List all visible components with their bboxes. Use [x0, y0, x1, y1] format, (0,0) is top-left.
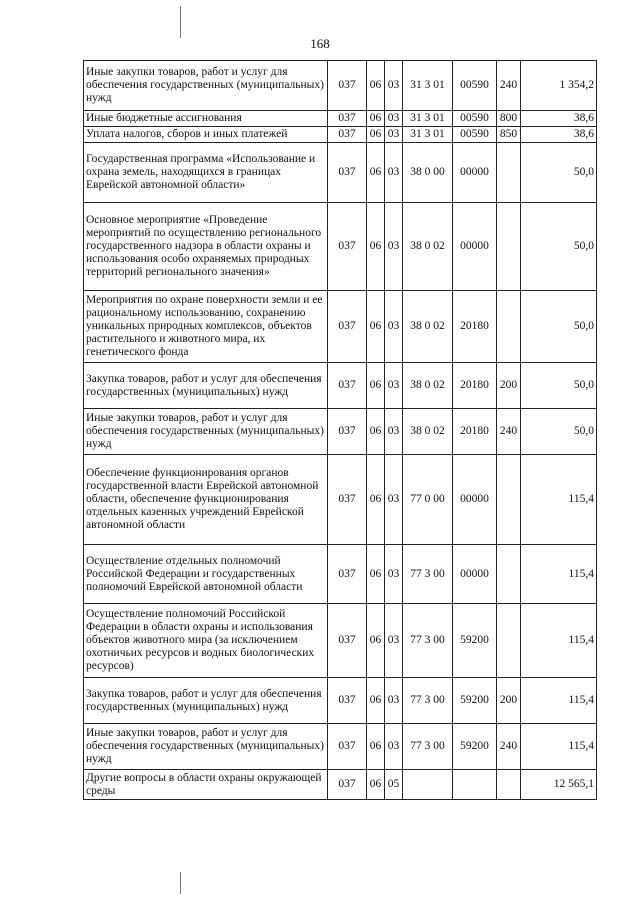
row-name: Иные закупки товаров, работ и услуг для обеспечения государственных (муниципальных) нужд — [84, 724, 328, 770]
section-code: 06 — [367, 455, 385, 545]
table-row — [84, 127, 597, 143]
row-name: Государственная программа «Использование и охрана земель, находящихся в границах Еврейской автономной области» — [84, 143, 328, 203]
section-code: 06 — [367, 291, 385, 363]
expense-type-code: 200 — [497, 363, 521, 409]
amount: 50,0 — [521, 363, 597, 409]
direction-code: 20180 — [453, 363, 497, 409]
section-code: 06 — [367, 604, 385, 678]
direction-code: 20180 — [453, 291, 497, 363]
ministry-code: 037 — [328, 111, 367, 127]
amount: 38,6 — [521, 111, 597, 127]
section-code: 06 — [367, 203, 385, 291]
subsection-code: 03 — [385, 455, 403, 545]
direction-code: 00000 — [453, 455, 497, 545]
subsection-code: 03 — [385, 604, 403, 678]
subsection-code: 03 — [385, 111, 403, 127]
ministry-code: 037 — [328, 363, 367, 409]
amount: 38,6 — [521, 127, 597, 143]
expense-type-code: 200 — [497, 678, 521, 724]
ministry-code: 037 — [328, 604, 367, 678]
subsection-code: 03 — [385, 409, 403, 455]
table-row — [84, 203, 597, 291]
subsection-code: 03 — [385, 127, 403, 143]
program-code: 77 3 00 — [403, 604, 453, 678]
expense-type-code: 800 — [497, 111, 521, 127]
amount: 115,4 — [521, 455, 597, 545]
ministry-code: 037 — [328, 545, 367, 604]
expense-type-code — [497, 545, 521, 604]
amount: 1 354,2 — [521, 61, 597, 111]
expense-type-code — [497, 604, 521, 678]
section-code: 06 — [367, 545, 385, 604]
expense-type-code: 240 — [497, 61, 521, 111]
program-code: 77 3 00 — [403, 545, 453, 604]
page-number: 168 — [310, 36, 330, 51]
subsection-code: 03 — [385, 143, 403, 203]
row-name: Закупка товаров, работ и услуг для обеспечения государственных (муниципальных) нужд — [84, 363, 328, 409]
expense-type-code — [497, 203, 521, 291]
program-code: 31 3 01 — [403, 111, 453, 127]
section-code: 06 — [367, 770, 385, 800]
table-row — [84, 770, 597, 800]
direction-code: 59200 — [453, 604, 497, 678]
amount: 115,4 — [521, 678, 597, 724]
row-name: Осуществление отдельных полномочий Российской Федерации и государственных полномочий Еврейской автономной области — [84, 545, 328, 604]
expense-type-code — [497, 770, 521, 800]
table-row — [84, 363, 597, 409]
section-code: 06 — [367, 143, 385, 203]
direction-code: 20180 — [453, 409, 497, 455]
direction-code: 59200 — [453, 678, 497, 724]
ministry-code: 037 — [328, 724, 367, 770]
ministry-code: 037 — [328, 455, 367, 545]
expense-type-code: 850 — [497, 127, 521, 143]
row-name: Другие вопросы в области охраны окружающей среды — [84, 770, 328, 800]
expense-type-code: 240 — [497, 724, 521, 770]
ministry-code: 037 — [328, 291, 367, 363]
amount: 50,0 — [521, 143, 597, 203]
section-code: 06 — [367, 409, 385, 455]
ministry-code: 037 — [328, 127, 367, 143]
table-row — [84, 409, 597, 455]
section-code: 06 — [367, 127, 385, 143]
row-name: Иные бюджетные ассигнования — [84, 111, 328, 127]
direction-code: 00000 — [453, 545, 497, 604]
direction-code — [453, 770, 497, 800]
table-row — [84, 61, 597, 111]
program-code: 38 0 02 — [403, 363, 453, 409]
row-name: Основное мероприятие «Проведение мероприятий по осуществлению регионального государственного надзора в области охраны и использования особо охраняемых природных территорий регионального значения» — [84, 203, 328, 291]
row-name: Осуществление полномочий Российской Федерации в области охраны и использования объектов животного мира (за исключением охотничьих ресурсов и водных биологических ресурсов) — [84, 604, 328, 678]
amount: 50,0 — [521, 203, 597, 291]
subsection-code: 03 — [385, 724, 403, 770]
direction-code: 00590 — [453, 61, 497, 111]
row-name: Закупка товаров, работ и услуг для обеспечения государственных (муниципальных) нужд — [84, 678, 328, 724]
ministry-code: 037 — [328, 678, 367, 724]
program-code: 77 3 00 — [403, 724, 453, 770]
amount: 115,4 — [521, 545, 597, 604]
table-row — [84, 678, 597, 724]
ministry-code: 037 — [328, 203, 367, 291]
budget-table — [83, 60, 597, 800]
section-code: 06 — [367, 111, 385, 127]
section-code: 06 — [367, 678, 385, 724]
section-code: 06 — [367, 363, 385, 409]
expense-type-code: 240 — [497, 409, 521, 455]
amount: 115,4 — [521, 724, 597, 770]
direction-code: 00000 — [453, 143, 497, 203]
table-row — [84, 111, 597, 127]
program-code: 31 3 01 — [403, 127, 453, 143]
subsection-code: 05 — [385, 770, 403, 800]
program-code: 77 0 00 — [403, 455, 453, 545]
program-code: 38 0 02 — [403, 291, 453, 363]
direction-code: 00590 — [453, 111, 497, 127]
direction-code: 00000 — [453, 203, 497, 291]
subsection-code: 03 — [385, 291, 403, 363]
ministry-code: 037 — [328, 143, 367, 203]
row-name: Мероприятия по охране поверхности земли и ее рациональному использованию, сохранению уникальных природных комплексов, объектов растительного и животного мира, их генетического фонда — [84, 291, 328, 363]
table-row — [84, 604, 597, 678]
ministry-code: 037 — [328, 409, 367, 455]
subsection-code: 03 — [385, 363, 403, 409]
table-row — [84, 455, 597, 545]
row-name: Обеспечение функционирования органов государственной власти Еврейской автономной области, обеспечение функционирования отдельных казенных учреждений Еврейской автономной области — [84, 455, 328, 545]
expense-type-code — [497, 455, 521, 545]
table-row — [84, 291, 597, 363]
section-code: 06 — [367, 61, 385, 111]
direction-code: 00590 — [453, 127, 497, 143]
subsection-code: 03 — [385, 545, 403, 604]
section-code: 06 — [367, 724, 385, 770]
program-code: 38 0 00 — [403, 143, 453, 203]
expense-type-code — [497, 291, 521, 363]
margin-tick-bottom — [180, 872, 181, 894]
program-code: 77 3 00 — [403, 678, 453, 724]
subsection-code: 03 — [385, 203, 403, 291]
subsection-code: 03 — [385, 678, 403, 724]
ministry-code: 037 — [328, 61, 367, 111]
table-row — [84, 143, 597, 203]
table-row — [84, 724, 597, 770]
amount: 50,0 — [521, 409, 597, 455]
amount: 115,4 — [521, 604, 597, 678]
table-row — [84, 545, 597, 604]
program-code: 38 0 02 — [403, 409, 453, 455]
amount: 12 565,1 — [521, 770, 597, 800]
program-code: 31 3 01 — [403, 61, 453, 111]
program-code — [403, 770, 453, 800]
row-name: Иные закупки товаров, работ и услуг для обеспечения государственных (муниципальных) нужд — [84, 61, 328, 111]
program-code: 38 0 02 — [403, 203, 453, 291]
expense-type-code — [497, 143, 521, 203]
amount: 50,0 — [521, 291, 597, 363]
subsection-code: 03 — [385, 61, 403, 111]
margin-tick-top — [180, 6, 181, 38]
direction-code: 59200 — [453, 724, 497, 770]
ministry-code: 037 — [328, 770, 367, 800]
row-name: Иные закупки товаров, работ и услуг для обеспечения государственных (муниципальных) нужд — [84, 409, 328, 455]
row-name: Уплата налогов, сборов и иных платежей — [84, 127, 328, 143]
